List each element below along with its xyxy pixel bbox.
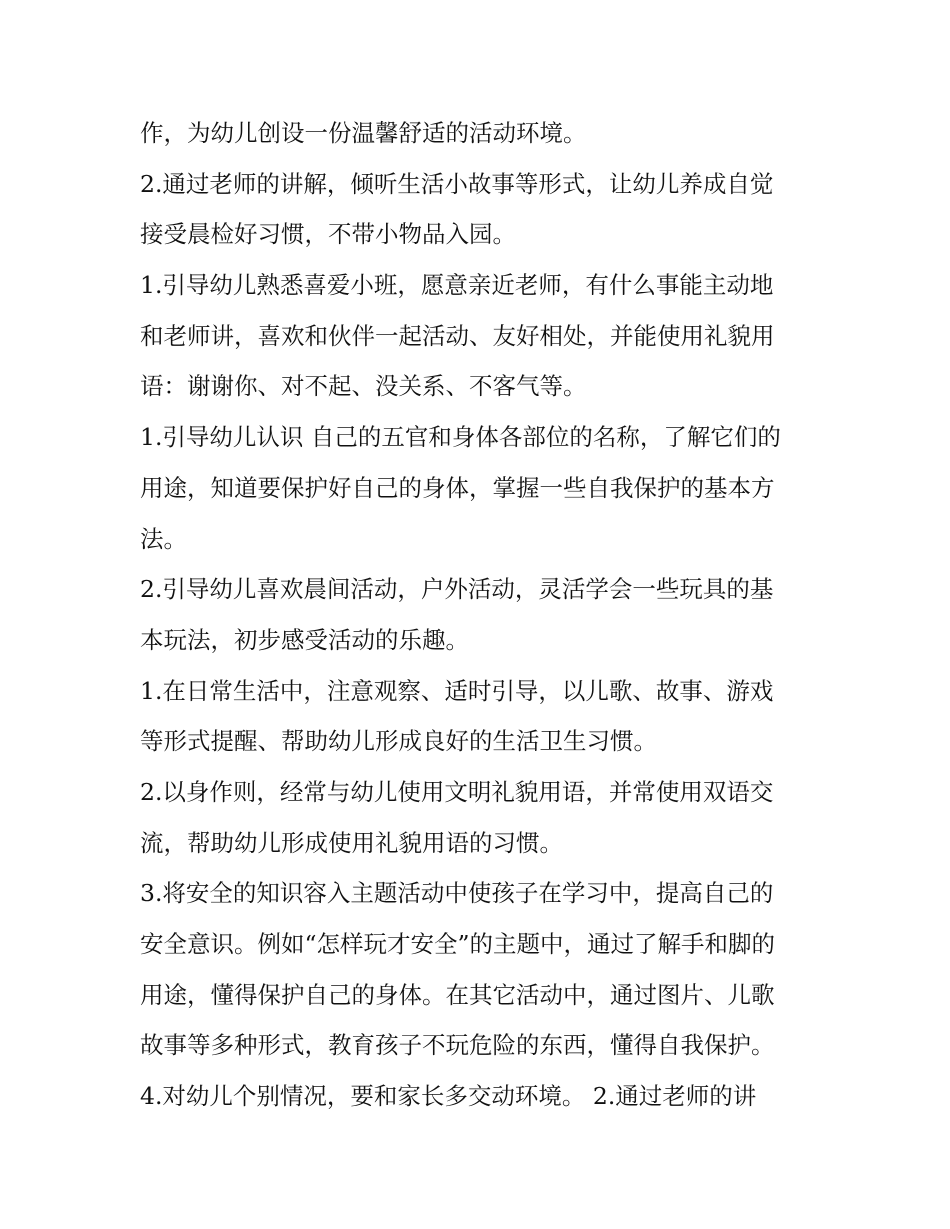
text-line: 作，为幼儿创设一份温馨舒适的活动环境。	[140, 119, 587, 147]
text-line: 1.引导幼儿认识 自己的五官和身体各部位的名称，了解它们的	[140, 423, 781, 452]
text-line: 2.引导幼儿喜欢晨间活动，户外活动，灵活学会一些玩具的基	[140, 575, 774, 604]
text-line: 故事等多种形式，教育孩子不玩危险的东西，懂得自我保护。	[140, 1031, 775, 1060]
text-line: 1.引导幼儿熟悉喜爱小班，愿意亲近老师，有什么事能主动地	[140, 271, 774, 300]
text-line: 4.对幼儿个别情况，要和家长多交动环境。 2.通过老师的讲	[140, 1082, 757, 1111]
text-line: 1.在日常生活中，注意观察、适时引导，以儿歌、故事、游戏	[140, 676, 774, 705]
text-line: 语：谢谢你、对不起、没关系、不客气等。	[140, 372, 587, 401]
text-line: 2.通过老师的讲解，倾听生活小故事等形式，让幼儿养成自觉	[140, 169, 774, 198]
text-line: 流，帮助幼儿形成使用礼貌用语的习惯。	[140, 828, 563, 857]
text-line: 接受晨检好习惯，不带小物品入园。	[140, 220, 516, 249]
text-line: 安全意识。例如“怎样玩才安全”的主题中，通过了解手和脚的	[140, 930, 776, 958]
text-line: 用途，知道要保护好自己的身体，掌握一些自我保护的基本方	[140, 473, 775, 502]
text-line: 法。	[140, 524, 187, 553]
text-line: 3.将安全的知识容入主题活动中使孩子在学习中，提高自己的	[140, 879, 774, 908]
text-line: 用途，懂得保护自己的身体。在其它活动中，通过图片、儿歌	[140, 980, 775, 1009]
text-line: 等形式提醒、帮助幼儿形成良好的生活卫生习惯。	[140, 727, 657, 756]
document-body	[140, 108, 820, 1122]
text-line: 和老师讲，喜欢和伙伴一起活动、友好相处，并能使用礼貌用	[140, 321, 775, 350]
text-line: 本玩法，初步感受活动的乐趣。	[140, 625, 469, 654]
text-line: 2.以身作则，经常与幼儿使用文明礼貌用语，并常使用双语交	[140, 777, 774, 806]
